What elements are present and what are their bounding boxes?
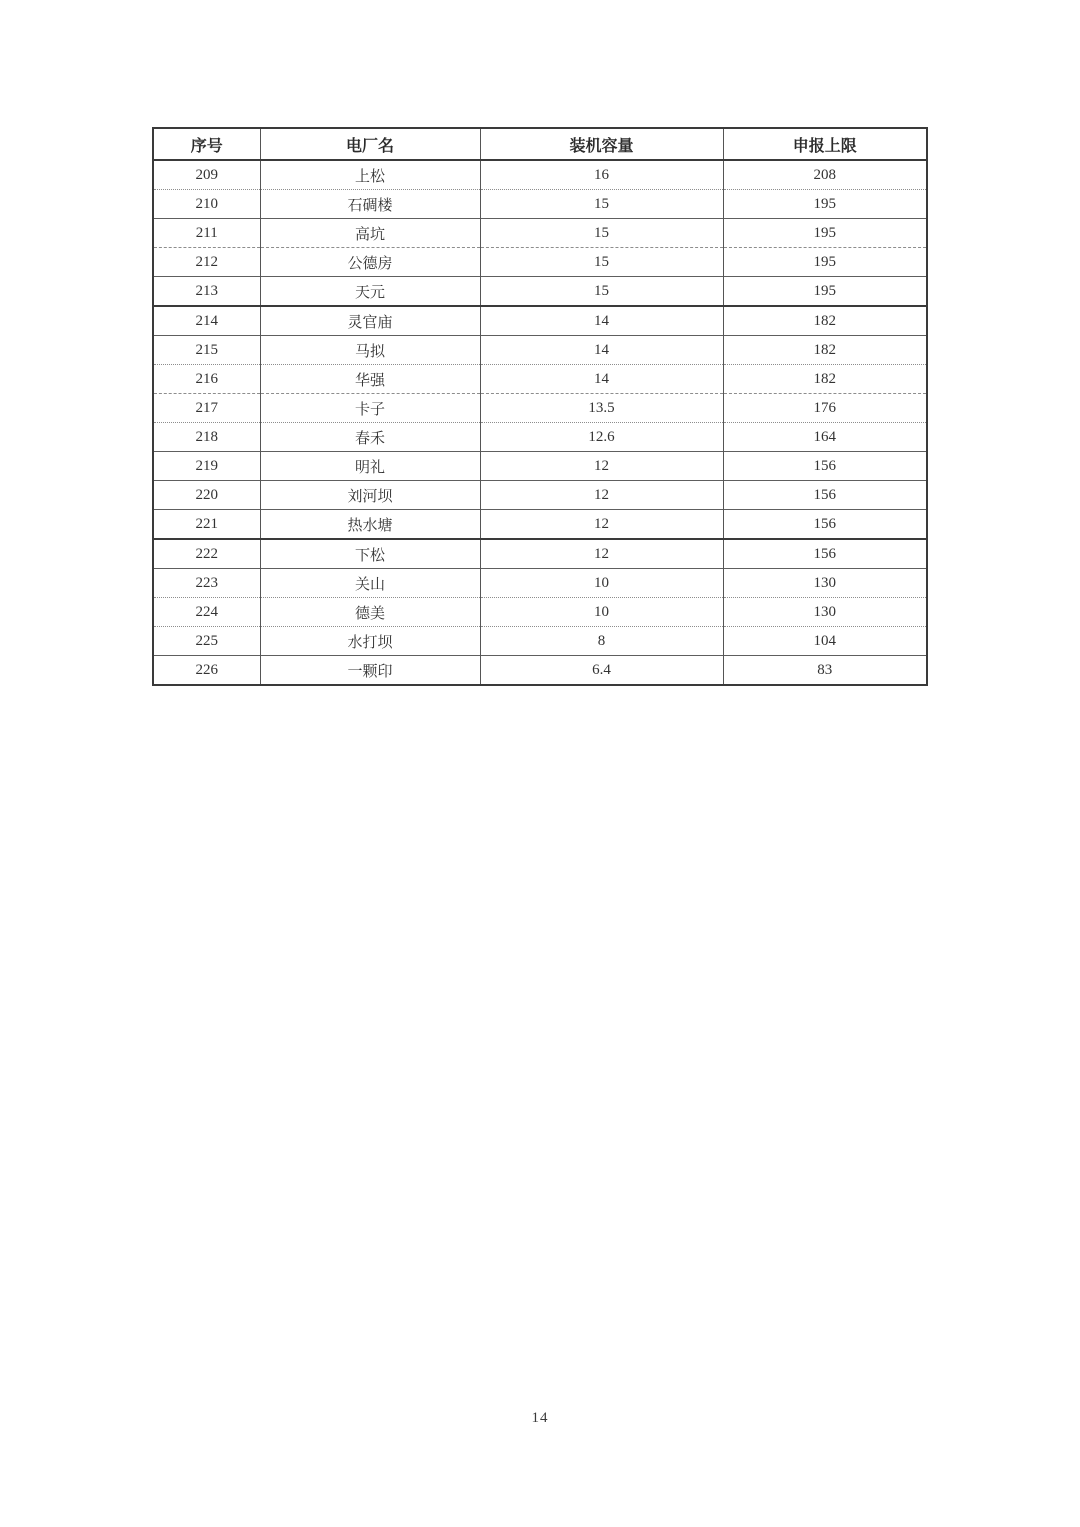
table-cell: 225 bbox=[153, 627, 260, 656]
table-cell: 195 bbox=[723, 190, 927, 219]
table-cell: 223 bbox=[153, 569, 260, 598]
table-cell: 华强 bbox=[260, 365, 480, 394]
table-cell: 上松 bbox=[260, 160, 480, 190]
table-cell: 12.6 bbox=[480, 423, 723, 452]
table-cell: 14 bbox=[480, 336, 723, 365]
table-cell: 220 bbox=[153, 481, 260, 510]
table-cell: 217 bbox=[153, 394, 260, 423]
table-cell: 182 bbox=[723, 365, 927, 394]
table-row bbox=[153, 190, 927, 219]
table-cell: 224 bbox=[153, 598, 260, 627]
table-cell: 15 bbox=[480, 190, 723, 219]
table-cell: 灵官庙 bbox=[260, 306, 480, 336]
table-cell: 16 bbox=[480, 160, 723, 190]
table-cell: 213 bbox=[153, 277, 260, 307]
table-cell: 马拟 bbox=[260, 336, 480, 365]
table-cell: 214 bbox=[153, 306, 260, 336]
table-cell: 182 bbox=[723, 306, 927, 336]
table-body bbox=[153, 160, 927, 685]
table-cell: 热水塘 bbox=[260, 510, 480, 540]
table-row bbox=[153, 627, 927, 656]
table-row bbox=[153, 160, 927, 190]
table-cell: 明礼 bbox=[260, 452, 480, 481]
table-cell: 195 bbox=[723, 219, 927, 248]
table-cell: 刘河坝 bbox=[260, 481, 480, 510]
table-row bbox=[153, 365, 927, 394]
table-cell: 14 bbox=[480, 306, 723, 336]
table-row bbox=[153, 656, 927, 686]
table-cell: 天元 bbox=[260, 277, 480, 307]
table-cell: 下松 bbox=[260, 539, 480, 569]
table-row bbox=[153, 452, 927, 481]
column-header-limit: 申报上限 bbox=[723, 128, 927, 160]
table-cell: 195 bbox=[723, 277, 927, 307]
column-header-plant: 电厂名 bbox=[260, 128, 480, 160]
table-cell: 182 bbox=[723, 336, 927, 365]
table-row bbox=[153, 423, 927, 452]
table-cell: 10 bbox=[480, 569, 723, 598]
table-cell: 104 bbox=[723, 627, 927, 656]
table-cell: 221 bbox=[153, 510, 260, 540]
table-cell: 春禾 bbox=[260, 423, 480, 452]
table-cell: 208 bbox=[723, 160, 927, 190]
table-cell: 关山 bbox=[260, 569, 480, 598]
table-cell: 83 bbox=[723, 656, 927, 686]
page-number: 14 bbox=[531, 1410, 549, 1426]
table-cell: 212 bbox=[153, 248, 260, 277]
table-cell: 12 bbox=[480, 539, 723, 569]
table-row bbox=[153, 598, 927, 627]
table-row bbox=[153, 510, 927, 540]
table-cell: 15 bbox=[480, 248, 723, 277]
table-cell: 211 bbox=[153, 219, 260, 248]
table-cell: 130 bbox=[723, 598, 927, 627]
table-cell: 水打坝 bbox=[260, 627, 480, 656]
table-cell: 14 bbox=[480, 365, 723, 394]
column-header-serial: 序号 bbox=[153, 128, 260, 160]
table-row bbox=[153, 219, 927, 248]
table-cell: 219 bbox=[153, 452, 260, 481]
table-cell: 226 bbox=[153, 656, 260, 686]
table-cell: 210 bbox=[153, 190, 260, 219]
table-cell: 卡子 bbox=[260, 394, 480, 423]
table-cell: 156 bbox=[723, 452, 927, 481]
table-cell: 156 bbox=[723, 539, 927, 569]
table-row bbox=[153, 394, 927, 423]
table-cell: 156 bbox=[723, 510, 927, 540]
table-cell: 10 bbox=[480, 598, 723, 627]
table-cell: 215 bbox=[153, 336, 260, 365]
table-cell: 12 bbox=[480, 452, 723, 481]
table-header-row bbox=[153, 128, 927, 160]
table-cell: 12 bbox=[480, 481, 723, 510]
table-cell: 8 bbox=[480, 627, 723, 656]
capacity-table bbox=[152, 127, 928, 686]
table-row bbox=[153, 481, 927, 510]
table-cell: 13.5 bbox=[480, 394, 723, 423]
table-row bbox=[153, 277, 927, 307]
table-cell: 176 bbox=[723, 394, 927, 423]
table-cell: 156 bbox=[723, 481, 927, 510]
table-cell: 公德房 bbox=[260, 248, 480, 277]
table-cell: 15 bbox=[480, 219, 723, 248]
table-cell: 德美 bbox=[260, 598, 480, 627]
table-row bbox=[153, 569, 927, 598]
table-row bbox=[153, 306, 927, 336]
capacity-table-container bbox=[152, 127, 926, 686]
table-cell: 209 bbox=[153, 160, 260, 190]
table-cell: 15 bbox=[480, 277, 723, 307]
table-cell: 一颗印 bbox=[260, 656, 480, 686]
table-cell: 6.4 bbox=[480, 656, 723, 686]
table-cell: 164 bbox=[723, 423, 927, 452]
table-cell: 高坑 bbox=[260, 219, 480, 248]
table-cell: 12 bbox=[480, 510, 723, 540]
table-cell: 216 bbox=[153, 365, 260, 394]
table-cell: 222 bbox=[153, 539, 260, 569]
table-cell: 218 bbox=[153, 423, 260, 452]
table-cell: 130 bbox=[723, 569, 927, 598]
column-header-capacity: 装机容量 bbox=[480, 128, 723, 160]
table-row bbox=[153, 539, 927, 569]
table-cell: 石碉楼 bbox=[260, 190, 480, 219]
table-row bbox=[153, 248, 927, 277]
table-row bbox=[153, 336, 927, 365]
table-cell: 195 bbox=[723, 248, 927, 277]
